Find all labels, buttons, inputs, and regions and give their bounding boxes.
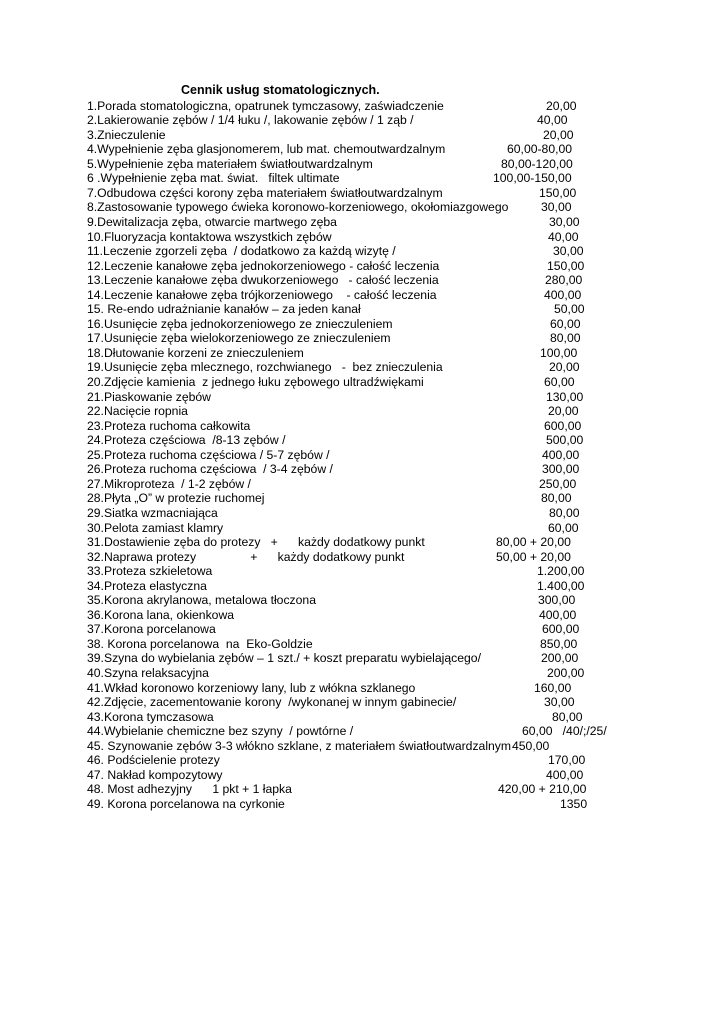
service-name: 12.Leczenie kanałowe zęba jednokorzeniowego - całość leczenia — [87, 258, 440, 273]
service-price: 30,00 — [541, 200, 572, 215]
service-price: 300,00 — [538, 593, 576, 608]
service-name: 9.Dewitalizacja zęba, otwarcie martwego zęba — [87, 214, 337, 229]
service-name: 5.Wypełnienie zęba materiałem światłoutwardzalnym — [87, 156, 373, 171]
service-price: 50,00 + 20,00 — [496, 549, 571, 564]
service-price: 80,00 + 20,00 — [496, 535, 571, 549]
service-price: 60,00-80,00 — [507, 142, 573, 157]
service-name: 14.Leczenie kanałowe zęba trójkorzeniowego - całość leczenia — [87, 287, 437, 302]
service-price: 280,00 — [545, 273, 583, 288]
service-price: 30,00 — [544, 695, 575, 710]
service-price: 150,00 — [539, 185, 577, 200]
service-name: 13.Leczenie kanałowe zęba dwukorzeniowego - całość leczenia — [87, 273, 439, 288]
service-price: 400,00 — [542, 447, 580, 462]
service-price: 80,00 — [541, 491, 572, 506]
service-name: 4.Wypełnienie zęba glasjonomerem, lub mat. chemoutwardzalnym — [87, 142, 446, 157]
service-name: 19.Usunięcie zęba mlecznego, rozchwianego - bez znieczulenia — [87, 360, 443, 375]
service-price: 100,00 — [540, 345, 578, 360]
service-name: 26.Proteza ruchoma częściowa / 3-4 zębów / — [87, 462, 333, 477]
service-name: 6 .Wypełnienie zęba mat. świat. filtek ultimate — [87, 171, 340, 186]
service-name: 42.Zdjęcie, zacementowanie korony /wykonanej w innym gabinecie/ — [87, 695, 457, 710]
service-price: 850,00 — [540, 636, 578, 651]
service-price: 420,00 + 210,00 — [498, 782, 587, 797]
service-price: 30,00 — [549, 214, 580, 229]
service-price: 200,00 — [541, 651, 579, 666]
service-price: 80,00 — [552, 709, 583, 724]
service-name: 47. Nakład kompozytowy — [87, 767, 223, 782]
service-price: 250,00 — [539, 476, 577, 491]
service-price: 60,00 — [550, 316, 581, 331]
service-name: 33.Proteza szkieletowa — [87, 564, 213, 579]
service-name: 40.Szyna relaksacyjna — [87, 666, 209, 680]
service-name: 31.Dostawienie zęba do protezy + każdy dodatkowy punkt — [87, 535, 425, 549]
service-price: 600,00 — [544, 418, 582, 433]
service-price: 1.200,00 — [537, 564, 585, 579]
service-name: 36.Korona lana, okienkowa — [87, 607, 235, 622]
service-price: 60,00 — [544, 374, 575, 389]
service-name: 30.Pelota zamiast klamry — [87, 520, 224, 535]
service-name: 17.Usunięcie zęba wielokorzeniowego ze znieczuleniem — [87, 331, 391, 346]
service-name: 44.Wybielanie chemiczne bez szyny / powtórne / — [87, 724, 354, 739]
service-price: 30,00 — [553, 244, 584, 258]
service-name: 34.Proteza elastyczna — [87, 578, 207, 593]
service-name: 1.Porada stomatologiczna, opatrunek tymczasowy, zaświadczenie — [87, 98, 444, 113]
service-name: 16.Usunięcie zęba jednokorzeniowego ze znieczuleniem — [87, 316, 393, 331]
page-title: Cennik usług stomatologicznych. — [181, 83, 380, 97]
service-name: 38. Korona porcelanowa na Eko-Goldzie — [87, 636, 313, 651]
service-name: 28.Płyta „O” w protezie ruchomej — [87, 491, 265, 506]
service-price: 80,00-120,00 — [501, 156, 573, 171]
service-name: 11.Leczenie zgorzeli zęba / dodatkowo za każdą wizytę / — [87, 244, 396, 258]
service-price: 40,00 — [548, 229, 579, 244]
service-name: 7.Odbudowa części korony zęba materiałem światłoutwardzalnym — [87, 185, 443, 200]
service-price: 20,00 — [543, 127, 574, 142]
service-name: 49. Korona porcelanowa na cyrkonie — [87, 796, 285, 811]
service-name: 8.Zastosowanie typowego ćwieka koronowo-korzeniowego, okołomiazgowego — [87, 200, 509, 215]
service-price: 40,00 — [537, 113, 568, 127]
service-price: 400,00 — [546, 767, 584, 782]
service-price: 170,00 — [548, 753, 586, 768]
service-price: 80,00 — [550, 331, 581, 346]
service-price: 50,00 — [554, 302, 585, 317]
service-price: 600,00 — [542, 622, 580, 637]
service-name: 29.Siatka wzmacniająca — [87, 505, 218, 520]
service-name: 43.Korona tymczasowa — [87, 709, 214, 724]
service-price: 150,00 — [547, 258, 585, 273]
service-name: 35.Korona akrylanowa, metalowa tłoczona — [87, 593, 316, 608]
service-price: 1.400,00 — [537, 578, 585, 593]
service-price: 160,00 — [534, 680, 572, 695]
service-name: 3.Znieczulenie — [87, 127, 166, 142]
service-price: 1350 — [560, 796, 588, 811]
service-name: 18.Dłutowanie korzeni ze znieczuleniem — [87, 345, 304, 360]
service-price: 500,00 — [546, 433, 584, 448]
service-price: 400,00 — [544, 287, 582, 302]
service-price: 60,00 /40/;/25/ — [522, 724, 607, 739]
service-price: 20,00 — [548, 404, 579, 419]
service-price: 450,00 — [512, 738, 550, 753]
service-name: 46. Podścielenie protezy — [87, 753, 220, 768]
service-name: 41.Wkład koronowo korzeniowy lany, lub z włókna szklanego — [87, 680, 416, 695]
service-name: 23.Proteza ruchoma całkowita — [87, 418, 251, 433]
service-name: 22.Nacięcie ropnia — [87, 404, 188, 419]
service-price: 80,00 — [549, 505, 580, 520]
service-price: 300,00 — [542, 462, 580, 477]
service-name: 37.Korona porcelanowa — [87, 622, 216, 637]
service-name: 24.Proteza częściowa /8-13 zębów / — [87, 433, 286, 448]
service-name: 15. Re-endo udrażnianie kanałów – za jeden kanał — [87, 302, 361, 317]
service-price: 200,00 — [547, 666, 585, 680]
service-price: 100,00-150,00 — [493, 171, 572, 186]
service-name: 39.Szyna do wybielania zębów – 1 szt./ + koszt preparatu wybielającego/ — [87, 651, 481, 666]
service-name: 21.Piaskowanie zębów — [87, 389, 211, 404]
service-price: 400,00 — [539, 607, 577, 622]
service-name: 32.Naprawa protezy + każdy dodatkowy punkt — [87, 549, 405, 564]
service-name: 2.Lakierowanie zębów / 1/4 łuku /, lakowanie zębów / 1 ząb / — [87, 113, 414, 127]
service-name: 27.Mikroproteza / 1-2 zębów / — [87, 476, 251, 491]
service-name: 45. Szynowanie zębów 3-3 włókno szklane, z materiałem światłoutwardzalnym — [87, 738, 512, 753]
service-name: 48. Most adhezyjny 1 pkt + 1 łapka — [87, 782, 292, 797]
service-price: 20,00 — [549, 360, 580, 375]
service-price: 20,00 — [546, 98, 577, 113]
service-price: 130,00 — [546, 389, 584, 404]
service-name: 20.Zdjęcie kamienia z jednego łuku zębowego ultradźwiękami — [87, 374, 424, 389]
service-name: 25.Proteza ruchoma częściowa / 5-7 zębów / — [87, 447, 330, 462]
service-price: 60,00 — [548, 520, 579, 535]
service-name: 10.Fluoryzacja kontaktowa wszystkich zębów — [87, 229, 332, 244]
